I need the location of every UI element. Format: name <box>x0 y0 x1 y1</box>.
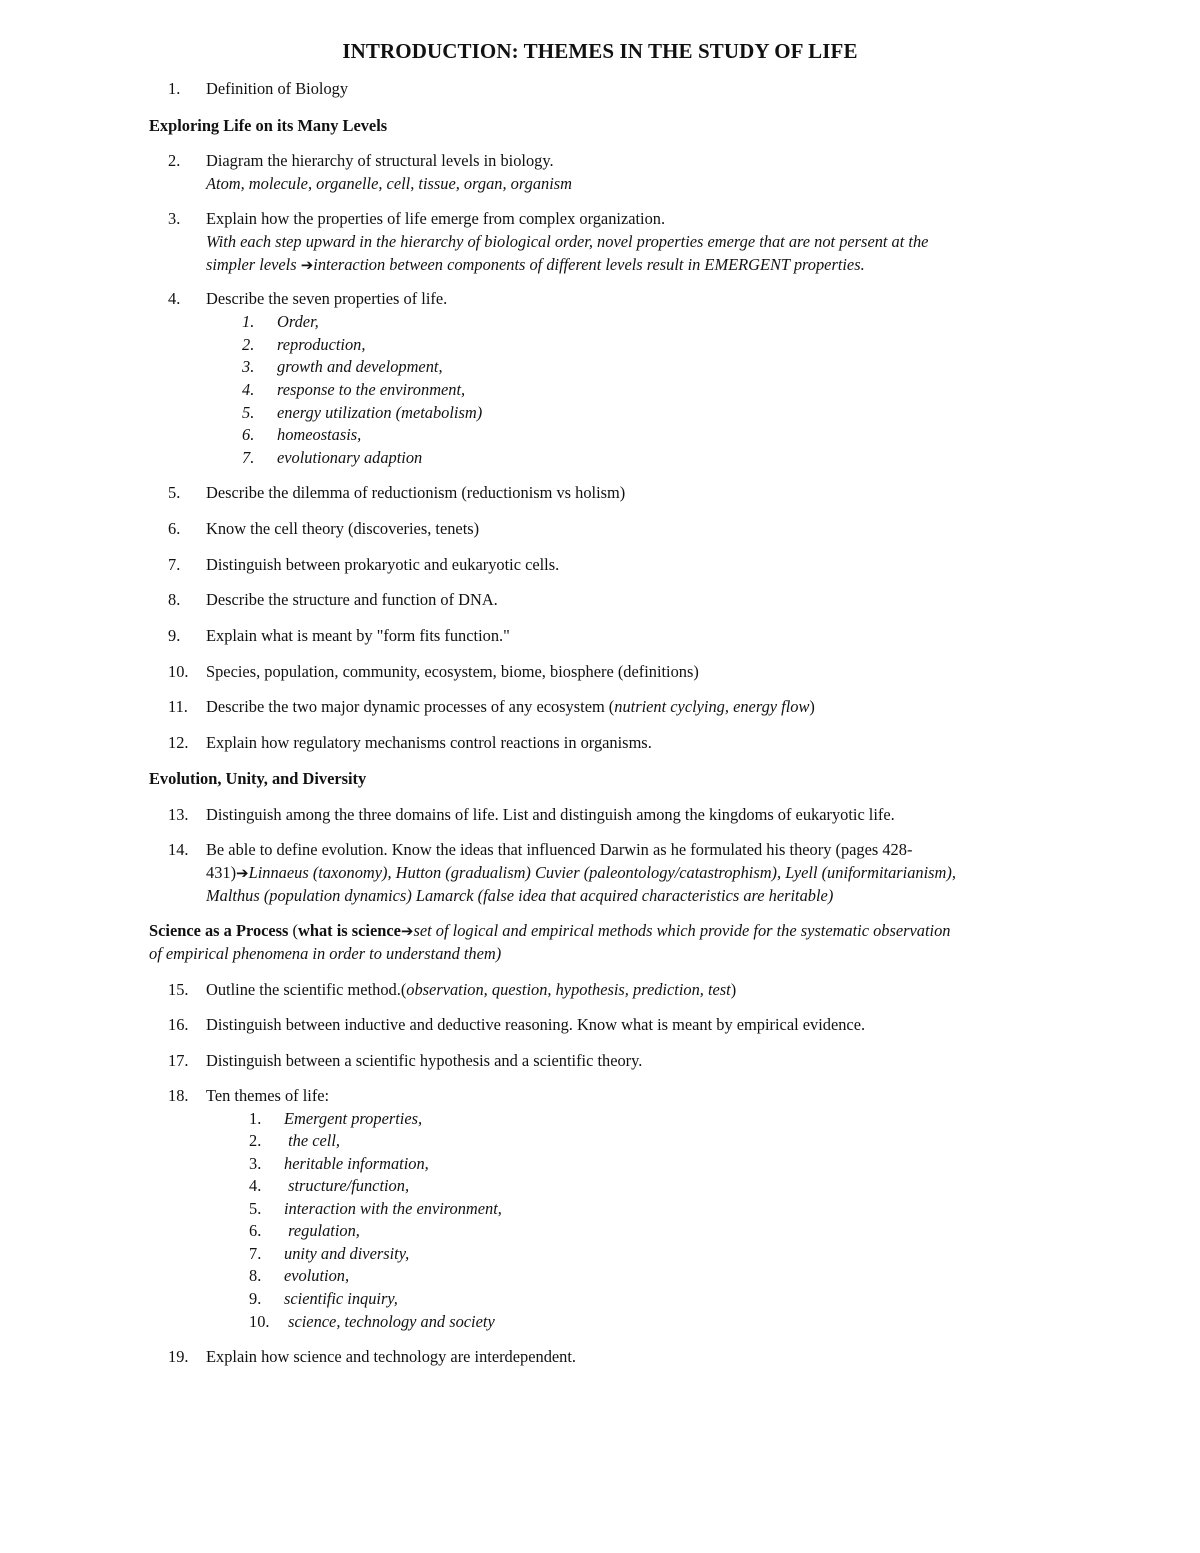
item-number: 1. <box>168 79 181 98</box>
item-number: 8. <box>168 590 181 609</box>
item-number: 7. <box>168 555 181 574</box>
item-number: 15. <box>168 980 189 999</box>
sublist-item: 1. Emergent properties, <box>249 1109 423 1128</box>
sublist-item: 3. heritable information, <box>249 1154 429 1173</box>
sublist-item: 1. Order, <box>242 312 319 331</box>
sublist-item: 10. science, technology and society <box>249 1312 495 1331</box>
sublist-item: 2. reproduction, <box>242 335 366 354</box>
item-number: 19. <box>168 1347 189 1366</box>
sublist-item: 8. evolution, <box>249 1266 350 1285</box>
item-number: 5. <box>168 483 181 502</box>
item-number: 4. <box>168 289 181 308</box>
sublist-item: 6. homeostasis, <box>242 425 362 444</box>
item-3-answer-line-1: With each step upward in the hierarchy of biological order, novel properties emerge that are not persent at the <box>206 232 929 251</box>
sublist-item: 4. structure/function, <box>249 1176 410 1195</box>
sublist-item: 4. response to the environment, <box>242 380 466 399</box>
item-text: Explain how science and technology are interdependent. <box>206 1347 577 1366</box>
item-text: Know the cell theory (discoveries, tenets) <box>206 519 480 538</box>
item-14-answer: Linnaeus (taxonomy), Hutton (gradualism) Cuvier (paleontology/catastrophism), Lyell (uniformitarianism), <box>248 863 956 882</box>
item-text: Describe the structure and function of DNA. <box>206 590 498 609</box>
item-number: 12. <box>168 733 189 752</box>
item-14-line-2: 431)➔Linnaeus (taxonomy), Hutton (gradualism) Cuvier (paleontology/catastrophism), Lyell (uniformitarianism), <box>206 863 956 882</box>
item-text: Definition of Biology <box>206 79 349 98</box>
item-number: 18. <box>168 1086 189 1105</box>
item-2-answer: Atom, molecule, organelle, cell, tissue, organ, organism <box>206 174 573 193</box>
item-text: Describe the seven properties of life. <box>206 289 448 308</box>
item-text: Distinguish between inductive and deductive reasoning. Know what is meant by empirical evidence. <box>206 1015 866 1034</box>
item-text: Describe the two major dynamic processes of any ecosystem (nutrient cyclying, energy flow) <box>206 697 815 716</box>
item-text: Explain what is meant by "form fits function." <box>206 626 510 645</box>
right-arrow-icon: ➔ <box>236 864 249 882</box>
item-text: Distinguish among the three domains of life. List and distinguish among the kingdoms of eukaryotic life. <box>206 805 895 824</box>
item-text: Species, population, community, ecosystem, biome, biosphere (definitions) <box>206 662 699 681</box>
section-heading-science-process: Science as a Process (what is science➔set of logical and empirical methods which provide for the systematic observation <box>149 921 951 940</box>
item-3-answer-part-a: simpler levels <box>206 255 301 274</box>
item-3-answer-line-2 <box>206 255 865 275</box>
sublist-item: 7. unity and diversity, <box>249 1244 410 1263</box>
item-number: 14. <box>168 840 189 859</box>
item-11-answer: nutrient cyclying, energy flow <box>614 697 810 716</box>
sublist-item: 3. growth and development, <box>242 357 443 376</box>
sublist-item: 2. the cell, <box>249 1131 340 1150</box>
sublist-item: 7. evolutionary adaption <box>242 448 423 467</box>
page-title: INTRODUCTION: THEMES IN THE STUDY OF LIFE <box>342 39 858 63</box>
right-arrow-icon: ➔ <box>300 256 314 274</box>
sublist-item: 9. scientific inquiry, <box>249 1289 398 1308</box>
sublist-item: 5. interaction with the environment, <box>249 1199 502 1218</box>
item-number: 2. <box>168 151 181 170</box>
item-15-answer: observation, question, hypothesis, prediction, test <box>406 980 731 999</box>
item-number: 10. <box>168 662 189 681</box>
section-heading-evolution: Evolution, Unity, and Diversity <box>149 769 367 788</box>
right-arrow-icon: ➔ <box>400 922 414 940</box>
item-text: Distinguish between prokaryotic and eukaryotic cells. <box>206 555 560 574</box>
item-text: Diagram the hierarchy of structural levels in biology. <box>206 151 554 170</box>
item-number: 11. <box>168 697 188 716</box>
section-heading-exploring-life: Exploring Life on its Many Levels <box>149 116 388 135</box>
item-number: 17. <box>168 1051 189 1070</box>
item-number: 16. <box>168 1015 189 1034</box>
section-heading-science-process-line-2: of empirical phenomena in order to understand them) <box>149 944 502 963</box>
sublist-item: 6. regulation, <box>249 1221 360 1240</box>
item-number: 6. <box>168 519 181 538</box>
sublist-item: 5. energy utilization (metabolism) <box>242 403 483 422</box>
item-3-answer-part-b: interaction between components of different levels result in EMERGENT properties. <box>313 255 865 274</box>
item-text: Explain how regulatory mechanisms control reactions in organisms. <box>206 733 652 752</box>
item-text: Ten themes of life: <box>206 1086 330 1105</box>
item-number: 9. <box>168 626 181 645</box>
item-number: 3. <box>168 209 181 228</box>
item-text: Outline the scientific method.(observation, question, hypothesis, prediction, test) <box>206 980 737 999</box>
item-text: Explain how the properties of life emerge from complex organization. <box>206 209 666 228</box>
item-text: Describe the dilemma of reductionism (reductionism vs holism) <box>206 483 626 502</box>
item-number: 13. <box>168 805 189 824</box>
item-14-line-3: Malthus (population dynamics) Lamarck (false idea that acquired characteristics are heritable) <box>206 886 834 905</box>
item-text: Be able to define evolution. Know the ideas that influenced Darwin as he formulated his theory (pages 428- <box>206 840 913 859</box>
item-text: Distinguish between a scientific hypothesis and a scientific theory. <box>206 1051 643 1070</box>
